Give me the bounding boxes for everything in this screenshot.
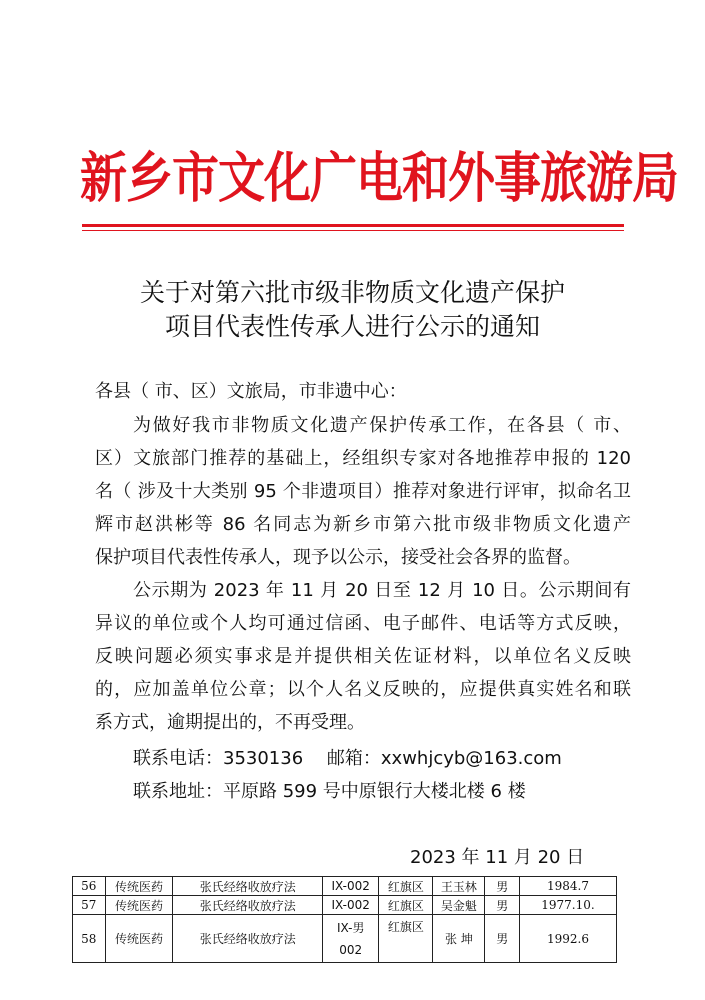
contact-address: 联系地址：平原路 599 号中原银行大楼北楼 6 楼 bbox=[133, 781, 526, 802]
paragraph-1-line: 辉市赵洪彬等 86 名同志为新乡市第六批市级非物质文化遗产 bbox=[95, 514, 631, 535]
cell-project: 张氏经络收放疗法 bbox=[173, 877, 323, 896]
letterhead-thin-rule bbox=[82, 230, 624, 231]
cell-district: 红旗区 bbox=[379, 915, 433, 963]
cell-code bbox=[323, 915, 379, 963]
paragraph-2-line: 反映问题必须实事求是并提供相关佐证材料，以单位名义反映 bbox=[95, 646, 631, 667]
cell-no: 58 bbox=[73, 915, 106, 963]
cell-code-line-2: 002 bbox=[339, 942, 363, 957]
paragraph-1-line: 为做好我市非物质文化遗产保护传承工作，在各县（ 市、 bbox=[133, 415, 631, 436]
cell-category: 传统医药 bbox=[105, 877, 173, 896]
cell-name: 张 坤 bbox=[433, 915, 485, 963]
paragraph-1-line: 区）文旅部门推荐的基础上，经组织专家对各地推荐申报的 120 bbox=[95, 448, 631, 469]
cell-no: 56 bbox=[73, 877, 106, 896]
cell-gender: 男 bbox=[485, 896, 519, 915]
paragraph-2-line: 的，应加盖单位公章；以个人名义反映的，应提供真实姓名和联 bbox=[95, 679, 631, 700]
cell-code: IX-002 bbox=[323, 877, 379, 896]
table-row bbox=[73, 896, 617, 915]
cell-gender: 男 bbox=[485, 915, 519, 963]
cell-category: 传统医药 bbox=[105, 915, 173, 963]
notice-title-line-1: 关于对第六批市级非物质文化遗产保护 bbox=[139, 278, 565, 307]
cell-birth: 1977.10. bbox=[519, 896, 616, 915]
letterhead-thick-rule bbox=[82, 224, 624, 227]
cell-code-line-1: IX-男 bbox=[336, 920, 365, 935]
contact-phone-email: 联系电话：3530136 邮箱：xxwhjcyb@163.com bbox=[133, 748, 562, 769]
salutation: 各县（ 市、区）文旅局，市非遗中心： bbox=[95, 381, 407, 402]
cell-birth: 1984.7 bbox=[519, 877, 616, 896]
org-letterhead-title: 新乡市文化广电和外事旅游局 bbox=[80, 147, 678, 211]
paragraph-1-line: 名（ 涉及十大类别 95 个非遗项目）推荐对象进行评审，拟命名卫 bbox=[95, 481, 631, 502]
cell-code: IX-002 bbox=[323, 896, 379, 915]
paragraph-2-line: 公示期为 2023 年 11 月 20 日至 12 月 10 日。公示期间有 bbox=[133, 580, 631, 601]
cell-category: 传统医药 bbox=[105, 896, 173, 915]
cell-name: 王玉林 bbox=[433, 877, 485, 896]
cell-project: 张氏经络收放疗法 bbox=[173, 915, 323, 963]
table-row bbox=[73, 877, 617, 896]
cell-district: 红旗区 bbox=[379, 896, 433, 915]
cell-project: 张氏经络收放疗法 bbox=[173, 896, 323, 915]
paragraph-1-line: 保护项目代表性传承人，现予以公示，接受社会各界的监督。 bbox=[95, 547, 581, 568]
cell-district: 红旗区 bbox=[379, 877, 433, 896]
cell-gender: 男 bbox=[485, 877, 519, 896]
notice-title-line-2: 项目代表性传承人进行公示的通知 bbox=[164, 312, 540, 341]
cell-birth: 1992.6 bbox=[519, 915, 616, 963]
paragraph-2-line: 异议的单位或个人均可通过信函、电子邮件、电话等方式反映， bbox=[95, 613, 631, 634]
inheritor-list-table bbox=[72, 876, 617, 963]
cell-no: 57 bbox=[73, 896, 106, 915]
cell-name: 吴金魁 bbox=[433, 896, 485, 915]
issue-date: 2023 年 11 月 20 日 bbox=[410, 847, 585, 868]
table-row bbox=[73, 915, 617, 963]
paragraph-2-line: 系方式，逾期提出的，不再受理。 bbox=[95, 712, 365, 733]
